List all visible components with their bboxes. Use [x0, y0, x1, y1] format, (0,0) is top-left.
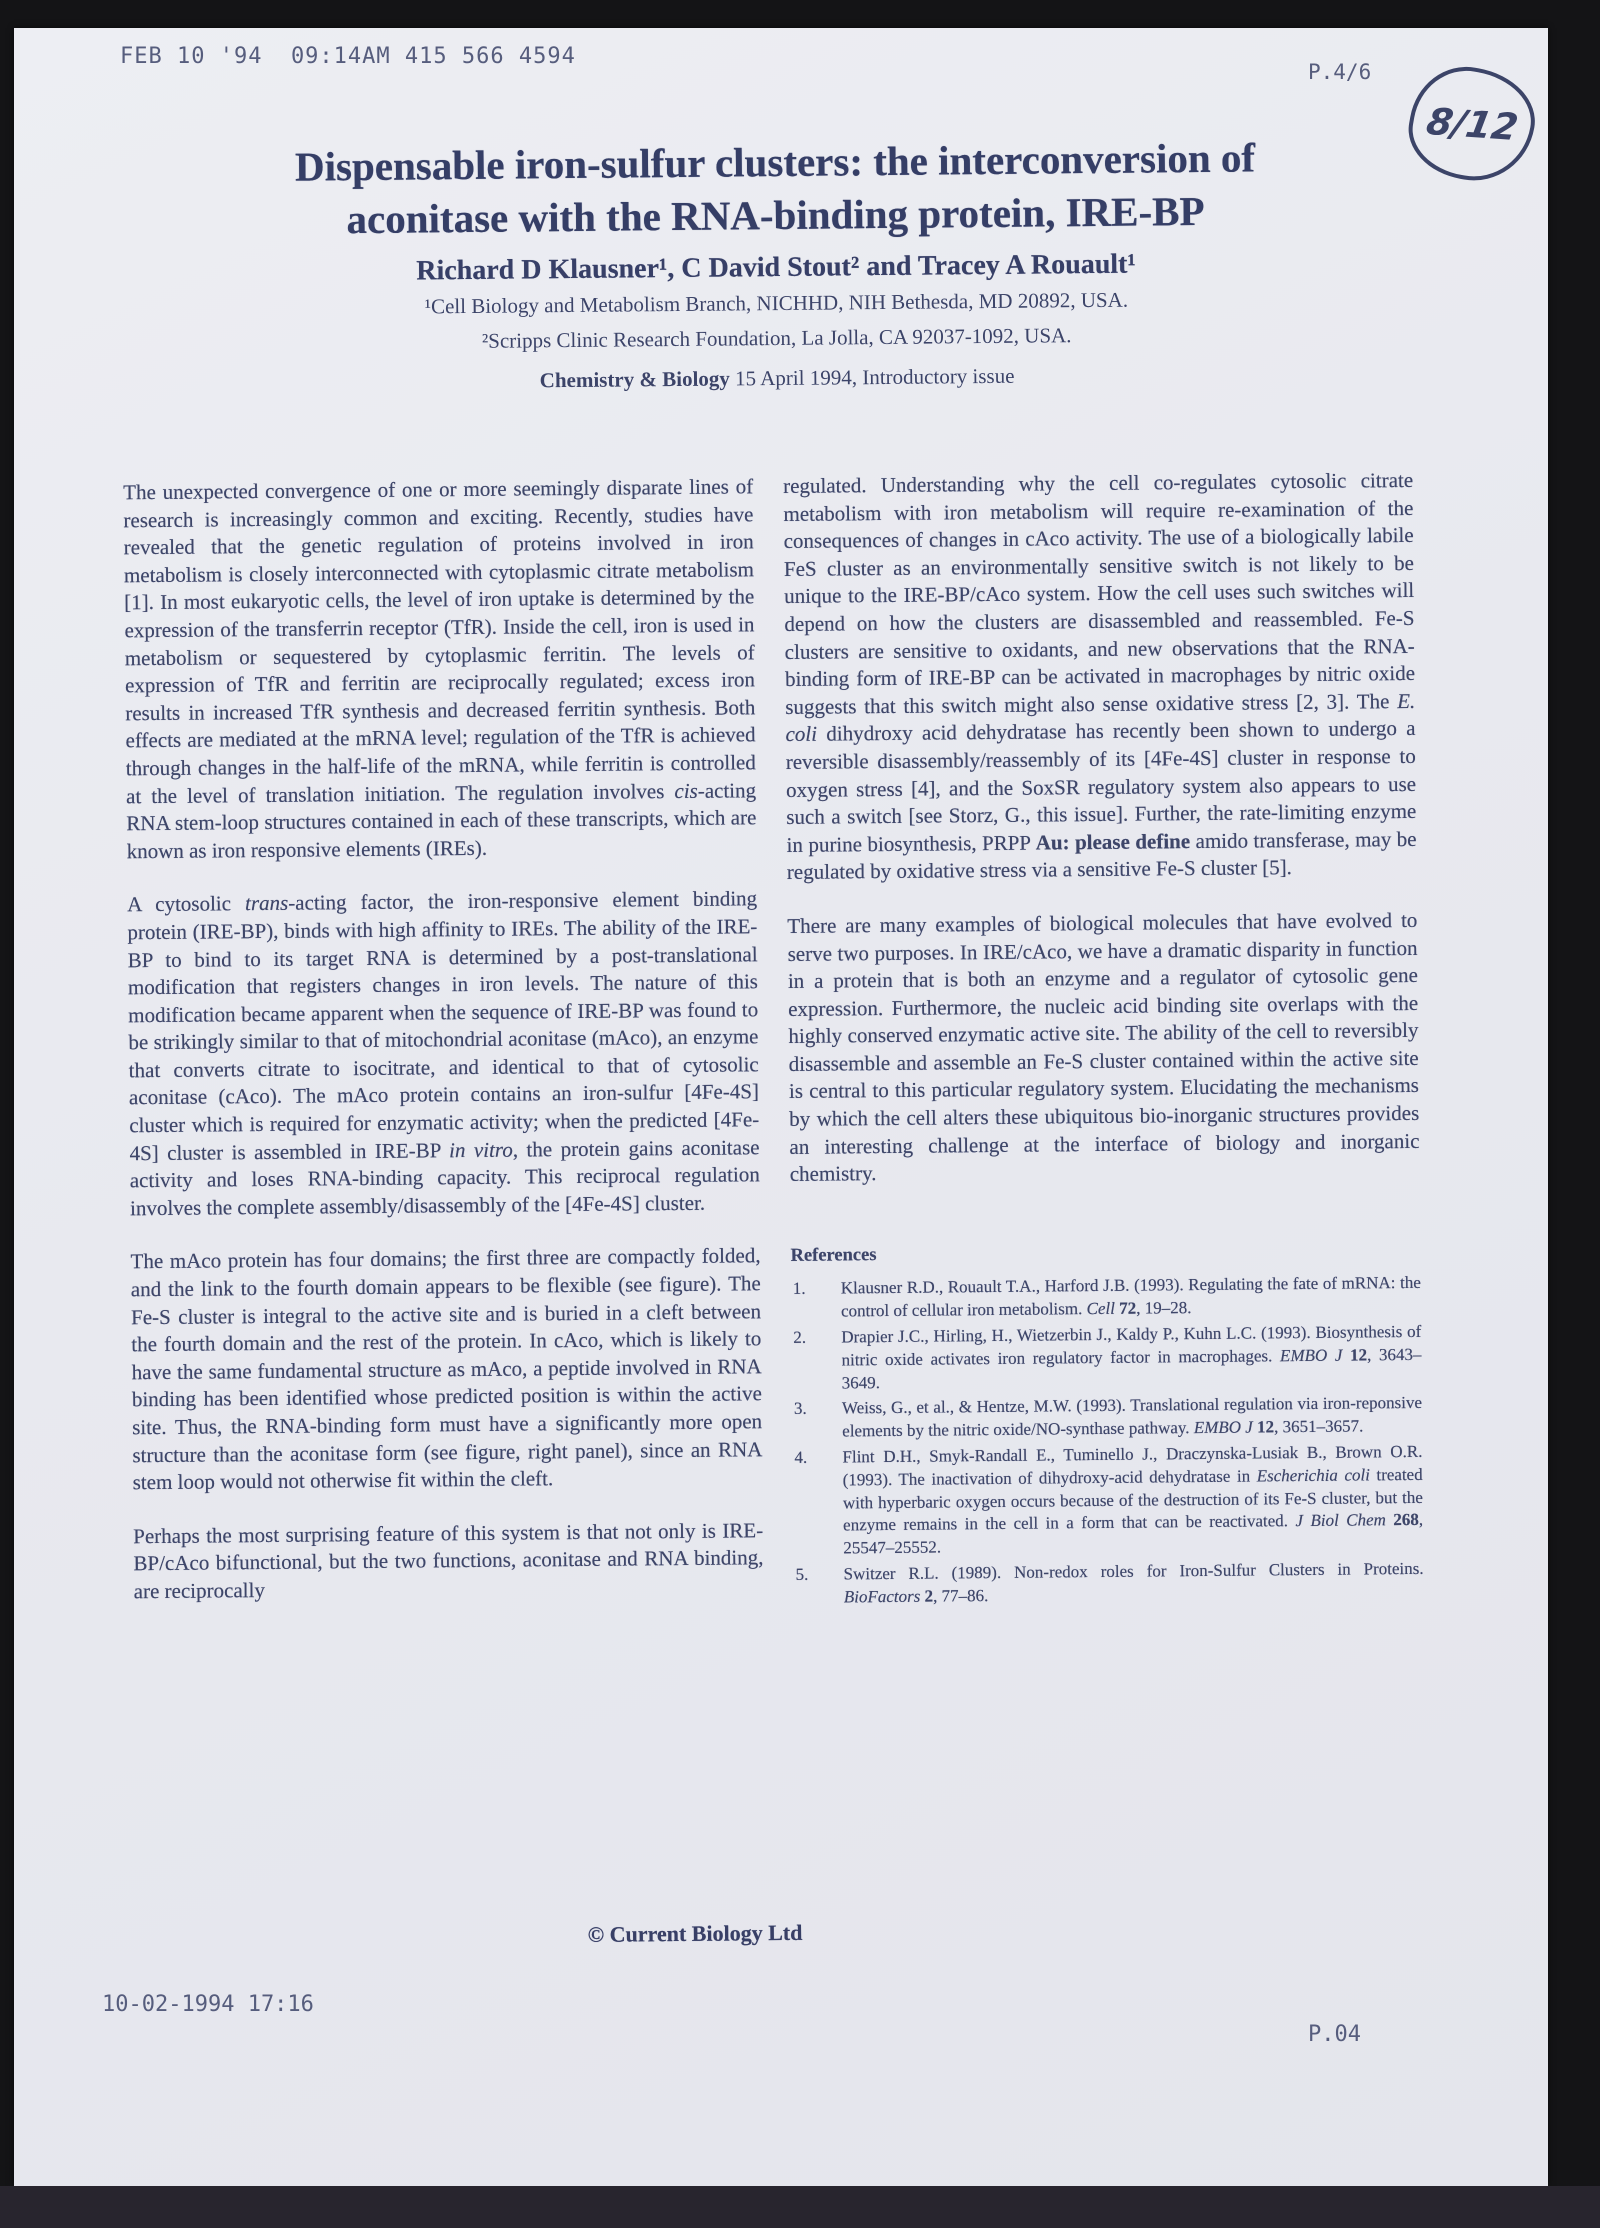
handwritten-note-text: 8/12	[1422, 99, 1522, 149]
reference-item	[792, 1392, 1422, 1444]
affiliation-2: ²Scripps Clinic Research Foundation, La Jolla, CA 92037-1092, USA.	[481, 323, 1072, 353]
reference-text: Flint D.H., Smyk-Randall E., Tuminello J., Draczynska-Lusiak B., Brown O.R. (1993). The inactivation of dihydroxy-acid dehydratase in Escherichia coli treated with hyperbaric oxygen occurs because of the destruction of its Fe-S cluster, but the enzyme remains in the cell in a form that can be reactivated. J Biol Chem 268, 25547–25552.	[842, 1441, 1424, 1558]
reference-text: Klausner R.D., Rouault T.A., Harford J.B. (1993). Regulating the fate of mRNA: the control of cellular iron metabolism. Cell 72, 19–28.	[840, 1273, 1421, 1321]
references-heading: References	[790, 1244, 877, 1266]
reference-item	[792, 1441, 1423, 1561]
right-column	[783, 467, 1424, 1610]
article-masthead	[8, 129, 1544, 399]
article-scan	[7, 21, 1562, 2194]
reference-text: Switzer R.L. (1989). Non-redox roles for Iron-Sulfur Clusters in Proteins. BioFactors 2, 77–86.	[843, 1558, 1424, 1607]
reference-number: 5.	[795, 1564, 809, 1584]
affiliation-1: ¹Cell Biology and Metabolism Branch, NICHHD, NIH Bethesda, MD 20892, USA.	[424, 287, 1129, 319]
paragraph: The unexpected convergence of one or more seemingly disparate lines of research is increasingly common and exciting. Recently, studies have revealed that the genetic regulation of proteins involved in iron metabolism is closely interconnected with cytoplasmic citrate metabolism [1]. In most eukaryotic cells, the level of iron uptake is determined by the expression of the transferrin receptor (TfR). Inside the cell, iron is used in metabolism or sequestered by cytoplasmic ferritin. The levels of expression of TfR and ferritin are reciprocally regulated; excess iron results in increased TfR synthesis and decreased ferritin synthesis. Both effects are mediated at the mRNA level; regulation of the TfR is achieved through changes in the half-life of the mRNA, while ferritin is controlled at the level of translation initiation. The regulation involves cis-acting RNA stem-loop structures contained in each of these transcripts, which are known as iron responsive elements (IREs).	[123, 474, 757, 864]
reference-item	[791, 1272, 1421, 1324]
paragraph: regulated. Understanding why the cell co-regulates cytosolic citrate metabolism with iron metabolism will require re-examination of the consequences of changes in cAco activity. The use of a biologically labile FeS cluster as an environmentally sensitive switch is not likely to be unique to the IRE-BP/cAco system. How the cell uses such switches will depend on how the clusters are disassembled and reassembled. Fe-S clusters are sensitive to oxidants, and new observations that the RNA-binding form of IRE-BP can be activated in macrophages by nitric oxide suggests that this switch might also sense oxidative stress [2, 3]. The E. coli dihydroxy acid dehydratase has recently been shown to undergo a reversible disassembly/reassembly of its [4Fe-4S] cluster in response to oxygen stress [4], and the SoxSR regulatory system also appears to use such a switch [see Storz, G., this issue]. Further, the rate-limiting enzyme in purine biosynthesis, PRPP Au: please define amido transferase, may be regulated by oxidative stress via a sensitive Fe-S cluster [5].	[783, 467, 1417, 885]
reference-text: Weiss, G., et al., & Hentze, M.W. (1993). Translational regulation via iron-reponsive elements by the nitric oxide/NO-synthase pathway. EMBO J 12, 3651–3657.	[841, 1393, 1423, 1441]
reference-number: 3.	[793, 1399, 807, 1419]
article-authors: Richard D Klausner¹, C David Stout² and Tracey A Rouault¹	[416, 248, 1136, 287]
copyright-line: © Current Biology Ltd	[587, 1919, 803, 1947]
paragraph: There are many examples of biological molecules that have evolved to serve two purposes. In IRE/cAco, we have a dramatic disparity in function in a protein that is both an enzyme and a regulator of cytosolic gene expression. Furthermore, the nucleic acid binding site overlaps with the highly conserved enzymatic active site. The ability of the cell to reversibly disassemble and assemble an Fe-S cluster contained within the active site is central to this particular regulatory system. Elucidating the mechanisms by which the cell alters these ubiquitous bio-inorganic structures provides an interesting challenge at the interface of biology and inorganic chemistry.	[787, 907, 1420, 1187]
journal-citation-line: Chemistry & Biology 15 April 1994, Introductory issue	[539, 363, 1015, 393]
paragraph: The mAco protein has four domains; the first three are compactly folded, and the link to the fourth domain appears to be flexible (see figure). The Fe-S cluster is integral to the active site and is buried in a cleft between the fourth domain and the rest of the protein. In cAco, which is likely to have the same fundamental structure as mAco, a peptide involved in RNA binding has been identified whose predicted position is within the active site. Thus, the RNA-binding form must have a significantly more open structure than the aconitase form (see figure, right panel), since an RNA stem loop would not otherwise fit within the cleft.	[130, 1243, 763, 1495]
reference-item	[791, 1321, 1422, 1395]
reference-number: 1.	[792, 1279, 806, 1299]
fax-footer-page-number: P.04	[1308, 2022, 1361, 2047]
references-section	[790, 1237, 1423, 1610]
reference-number: 2.	[793, 1327, 807, 1347]
fax-footer-timestamp: 10-02-1994 17:16	[102, 1992, 314, 2017]
paragraph: A cytosolic trans-acting factor, the iron-responsive element binding protein (IRE-BP), binds with high affinity to IREs. The ability of the IRE-BP to bind to its target RNA is determined by a post-translational modification that registers changes in iron levels. The nature of this modification became apparent when the sequence of IRE-BP was found to be strikingly similar to that of mitochondrial aconitase (mAco), an enzyme that converts citrate to isocitrate, and identical to that of cytosolic aconitase (cAco). The mAco protein contains an iron-sulfur [4Fe-4S] cluster which is required for enzymatic activity; when the predicted [4Fe-4S] cluster is assembled in IRE-BP in vitro, the protein gains aconitase activity and loses RNA-binding capacity. This reciprocal regulation involves the complete assembly/disassembly of the [4Fe-4S] cluster.	[127, 886, 760, 1221]
article-title-line-1: Dispensable iron-sulfur clusters: the interconversion of	[294, 134, 1256, 190]
fax-header-page-number: P.4/6	[1308, 60, 1372, 84]
left-column	[123, 473, 764, 1606]
reference-number: 4.	[794, 1447, 808, 1467]
paragraph: Perhaps the most surprising feature of this system is that not only is IRE-BP/cAco bifunctional, but the two functions, aconitase and RNA binding, are reciprocally	[133, 1517, 764, 1604]
scan-bottom-band	[0, 2186, 1600, 2228]
fax-paper-sheet	[14, 28, 1548, 2186]
reference-text: Drapier J.C., Hirling, H., Wietzerbin J., Kaldy P., Kuhn L.C. (1993). Biosynthesis of nitric oxide activates iron regulatory factor in macrophages. EMBO J 12, 3643–3649.	[841, 1321, 1422, 1393]
article-title-line-2: aconitase with the RNA-binding protein, IRE-BP	[346, 187, 1205, 243]
reference-item	[793, 1558, 1423, 1610]
fax-header-timestamp: FEB 10 '94 09:14AM 415 566 4594	[120, 44, 576, 69]
